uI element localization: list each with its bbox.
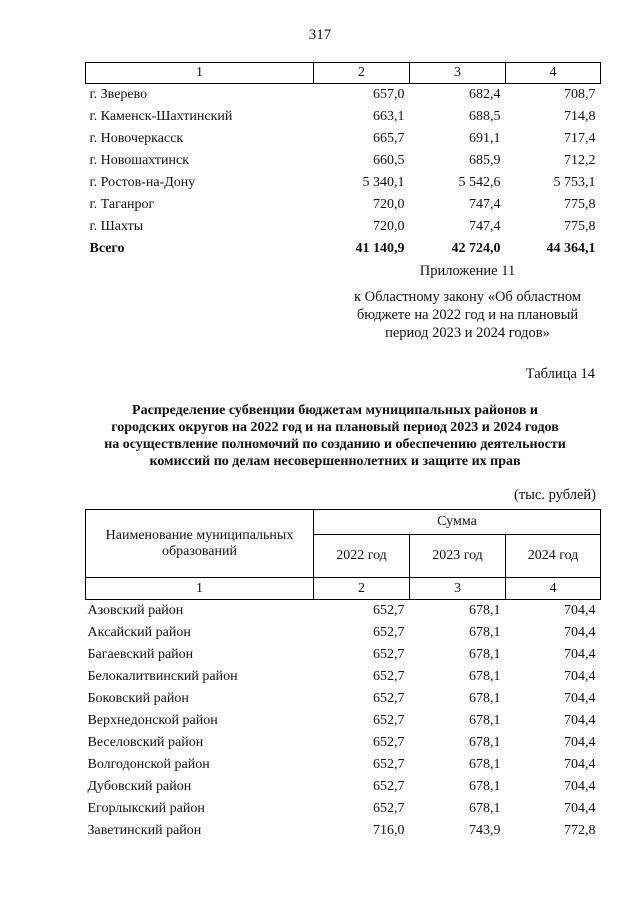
column-number: 1	[86, 578, 314, 600]
table-row	[86, 710, 601, 732]
value-2023: 685,9	[469, 153, 501, 168]
column-number: 2	[314, 63, 410, 84]
table-title	[70, 402, 600, 470]
value-2024: 704,4	[564, 713, 596, 728]
value-2022: 652,7	[373, 735, 405, 750]
row-name: Волгодонской район	[87, 757, 210, 772]
title-line: городских округов на 2022 год и на плановый период 2023 и 2024 годов	[111, 420, 559, 435]
title-line: комиссий по делам несовершеннолетних и защите их прав	[149, 454, 521, 469]
row-name: г. Ростов-на-Дону	[89, 175, 196, 190]
table-row	[86, 820, 601, 842]
value-2022: 657,0	[373, 87, 405, 102]
value-2023: 678,1	[469, 801, 501, 816]
value-2024: 704,4	[564, 801, 596, 816]
value-2023: 743,9	[469, 823, 501, 838]
value-2023: 747,4	[469, 219, 501, 234]
page-number: 317	[308, 27, 332, 43]
value-2023: 42 724,0	[451, 241, 501, 256]
table-label: Таблица 14	[525, 366, 595, 382]
value-2024: 704,4	[564, 779, 596, 794]
value-2024: 772,8	[564, 823, 596, 838]
value-2024: 775,8	[564, 197, 596, 212]
value-2024: 5 753,1	[553, 175, 596, 190]
value-2023: 691,1	[469, 131, 501, 146]
row-name: г. Новочеркасск	[89, 131, 184, 146]
row-name: г. Зверево	[89, 87, 148, 102]
value-2024: 708,7	[564, 87, 596, 102]
table-row	[86, 194, 601, 216]
continuation-table	[85, 62, 601, 260]
table-row	[86, 216, 601, 238]
column-number: 3	[410, 63, 506, 84]
table-row	[86, 106, 601, 128]
value-2023: 678,1	[469, 757, 501, 772]
value-2024: 704,4	[564, 735, 596, 750]
appendix-line: к Областному закону «Об областном	[353, 289, 582, 305]
total-row	[86, 238, 601, 260]
value-2023: 678,1	[469, 691, 501, 706]
year-header: 2024 год	[506, 535, 601, 578]
column-number: 4	[506, 578, 601, 600]
row-name: Всего	[89, 241, 125, 256]
title-line: на осуществление полномочий по созданию и обеспечению деятельности	[104, 437, 566, 452]
value-2023: 747,4	[469, 197, 501, 212]
table-row	[86, 172, 601, 194]
value-2022: 652,7	[373, 603, 405, 618]
value-2024: 717,4	[564, 131, 596, 146]
sum-header: Сумма	[314, 510, 601, 535]
value-2024: 704,4	[564, 669, 596, 684]
value-2023: 678,1	[469, 669, 501, 684]
value-2022: 652,7	[373, 779, 405, 794]
value-2022: 652,7	[373, 713, 405, 728]
value-2022: 41 140,9	[355, 241, 405, 256]
units-label: (тыс. рублей)	[514, 487, 596, 503]
value-2024: 704,4	[564, 757, 596, 772]
table-row	[86, 754, 601, 776]
name-header-line: образований	[162, 543, 237, 559]
value-2022: 652,7	[373, 691, 405, 706]
table-row	[86, 666, 601, 688]
value-2024: 704,4	[564, 691, 596, 706]
value-2024: 704,4	[564, 647, 596, 662]
table-row	[86, 644, 601, 666]
value-2024: 714,8	[564, 109, 596, 124]
table-row	[86, 84, 601, 107]
title-line: Распределение субвенции бюджетам муниципальных районов и	[132, 403, 538, 418]
name-header-line: Наименование муниципальных	[105, 527, 294, 543]
appendix-note	[340, 262, 595, 342]
column-number-header	[86, 578, 601, 600]
row-name: Белокалитвинский район	[87, 669, 238, 684]
value-2022: 652,7	[373, 757, 405, 772]
year-header: 2022 год	[314, 535, 410, 578]
value-2022: 665,7	[373, 131, 405, 146]
value-2022: 652,7	[373, 647, 405, 662]
row-name: г. Новошахтинск	[89, 153, 190, 168]
value-2023: 678,1	[469, 647, 501, 662]
value-2022: 716,0	[373, 823, 405, 838]
table-row	[86, 732, 601, 754]
row-name: Егорлыкский район	[87, 801, 205, 816]
row-name: Заветинский район	[87, 823, 202, 838]
value-2024: 775,8	[564, 219, 596, 234]
subvention-table	[85, 509, 601, 842]
row-name: г. Таганрог	[89, 197, 155, 212]
column-number: 4	[506, 63, 601, 84]
row-name: Багаевский район	[87, 647, 194, 662]
table-row	[86, 798, 601, 820]
value-2023: 678,1	[469, 779, 501, 794]
row-name: Азовский район	[87, 603, 184, 618]
value-2022: 652,7	[373, 669, 405, 684]
appendix-line: бюджете на 2022 год и на плановый	[356, 307, 579, 323]
table-row	[86, 600, 601, 623]
value-2022: 660,5	[373, 153, 405, 168]
value-2024: 704,4	[564, 625, 596, 640]
column-number-header	[86, 63, 601, 84]
column-number: 1	[86, 63, 314, 84]
value-2022: 652,7	[373, 625, 405, 640]
column-number: 3	[410, 578, 506, 600]
value-2023: 678,1	[469, 625, 501, 640]
value-2023: 678,1	[469, 735, 501, 750]
row-name: г. Шахты	[89, 219, 144, 234]
value-2024: 44 364,1	[546, 241, 596, 256]
value-2024: 712,2	[564, 153, 596, 168]
value-2022: 652,7	[373, 801, 405, 816]
value-2024: 704,4	[564, 603, 596, 618]
row-name: Боковский район	[87, 691, 189, 706]
table-row	[86, 622, 601, 644]
value-2022: 663,1	[373, 109, 405, 124]
table-row	[86, 150, 601, 172]
value-2022: 5 340,1	[362, 175, 405, 190]
row-name: Верхнедонской район	[87, 713, 218, 728]
value-2023: 688,5	[469, 109, 501, 124]
value-2023: 678,1	[469, 713, 501, 728]
table-row	[86, 128, 601, 150]
row-name: Дубовский район	[87, 779, 192, 794]
name-column-header	[86, 510, 314, 578]
value-2023: 682,4	[469, 87, 501, 102]
value-2023: 678,1	[469, 603, 501, 618]
value-2023: 5 542,6	[458, 175, 501, 190]
year-header: 2023 год	[410, 535, 506, 578]
value-2022: 720,0	[373, 197, 405, 212]
table-row	[86, 688, 601, 710]
appendix-line: период 2023 и 2024 годов»	[385, 325, 550, 341]
row-name: Веселовский район	[87, 735, 204, 750]
row-name: г. Каменск-Шахтинский	[89, 109, 233, 124]
table-row	[86, 776, 601, 798]
value-2022: 720,0	[373, 219, 405, 234]
appendix-title: Приложение 11	[419, 263, 516, 279]
row-name: Аксайский район	[87, 625, 191, 640]
column-number: 2	[314, 578, 410, 600]
